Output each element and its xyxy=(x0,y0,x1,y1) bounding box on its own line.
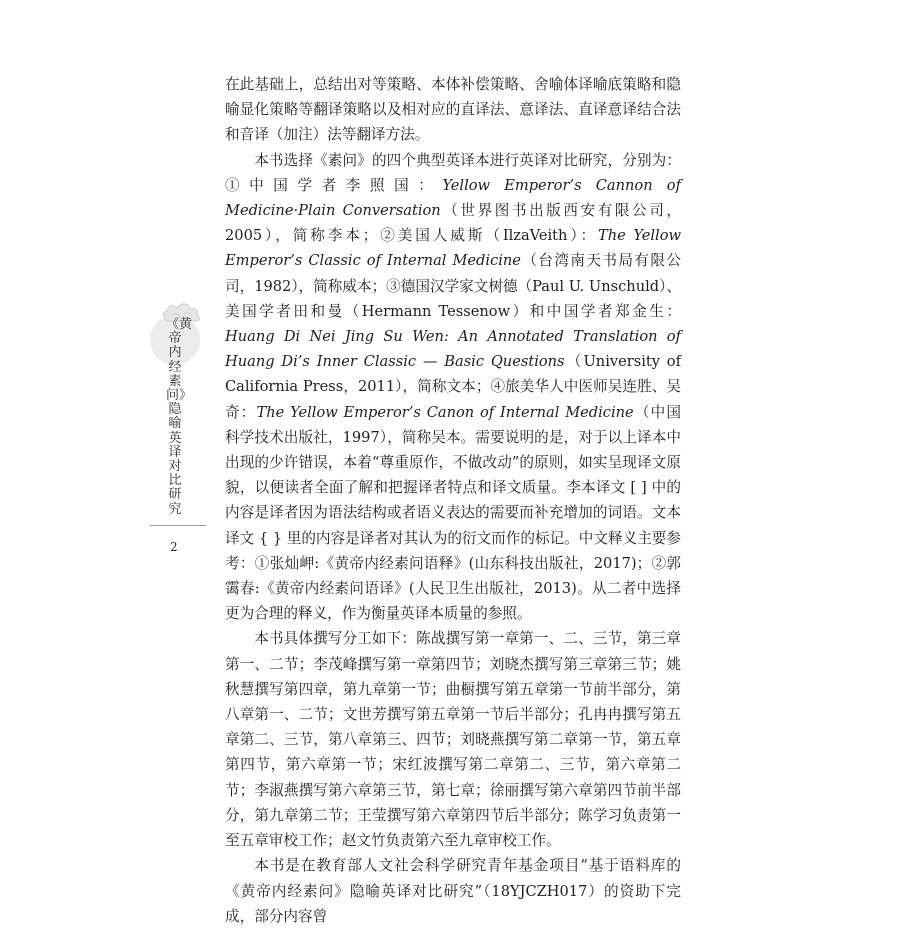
margin-divider xyxy=(150,525,206,526)
book-title-li: Yellow Emperor’s Cannon of Medicine·Plain Conversation xyxy=(225,176,681,220)
text-run: （中国科学技术出版社，1997），简称吴本。需要说明的是，对于以上译本中出现的少许错误，本着“尊重原作，不做改动”的原则，如实呈现译文原貌，以便读者全面了解和把握译者特点和译文质量。李本译文 [ ] 中的内容是译者因为语法结构或者语义表达的需要而补充增加的词语。文本译文 { } 里的内容是译者对其认为的衍文而作的标记。中文释义主要参考：①张灿岬:《黄帝内经素问语释》(山东科技出版社，2017)；②郭霭春:《黄帝内经素问语译》(人民卫生出版社，2013)。从二者中选择更为合理的释义，作为衡量英译本质量的参照。 xyxy=(225,403,681,623)
book-title-veith: The Yellow Emperor’s Classic of Internal Medicine xyxy=(225,227,681,270)
text-run: （世界图书出版西安有限公司，2005），简称李本；②美国人威斯（IlzaVeith）： xyxy=(225,202,681,245)
paragraph-funding: 本书是在教育部人文社会科学研究青年基金项目“基于语料库的《黄帝内经素问》隐喻英译对比研究”（18YJCZH017）的资助下完成，部分内容曾 xyxy=(225,857,681,925)
text-run: （University of California Press，2011），简称文本；④旅美华人中医师吴连胜、吴奇： xyxy=(225,353,681,421)
book-title-unschuld: Huang Di Nei Jing Su Wen: An Annotated Translation of Huang Di’s Inner Classic — Basic Questions xyxy=(225,328,681,371)
paragraph-authorship: 本书具体撰写分工如下：陈战撰写第一章第一、二、三节，第三章第一、二节；李茂峰撰写第一章第四节；刘晓杰撰写第三章第三节；姚秋慧撰写第四章，第九章第一节；曲橱撰写第五章第一节前半部分，第八章第一、二节；文世芳撰写第五章第一节后半部分；孔冉冉撰写第五章第二、三节，第八章第三、四节；刘晓燕撰写第二章第一节，第五章第四节，第六章第一节；宋红波撰写第二章第二、三节，第六章第二节；李淑燕撰写第六章第三节，第七章；徐丽撰写第六章第四节前半部分，第九章第二节；王莹撰写第六章第四节后半部分；陈学习负责第一至五章审校工作；赵文竹负责第六至九章审校工作。 xyxy=(225,630,681,850)
page-number: 2 xyxy=(170,540,178,554)
book-title-wu: The Yellow Emperor’s Canon of Internal Medicine xyxy=(256,403,634,421)
body-text xyxy=(225,72,681,929)
text-run: （台湾南天书局有限公司，1982），简称威本；③德国汉学家文树德（Paul U. Unschuld）、美国学者田和曼（Hermann Tessenow）和中国学者郑金生： xyxy=(225,252,681,320)
text-run: 本书选择《素问》的四个典型英译本进行英译对比研究，分别为：①中国学者李照国： xyxy=(225,151,681,194)
running-book-title: 《黄帝内经素问》隐喻英译对比研究 xyxy=(166,317,193,517)
paragraph-continuation: 在此基础上，总结出对等策略、本体补偿策略、舍喻体译喻底策略和隐喻显化策略等翻译策略以及相对应的直译法、意译法、直译意译结合法和音译（加注）法等翻译方法。 xyxy=(225,76,681,144)
paragraph-translations xyxy=(225,148,681,627)
